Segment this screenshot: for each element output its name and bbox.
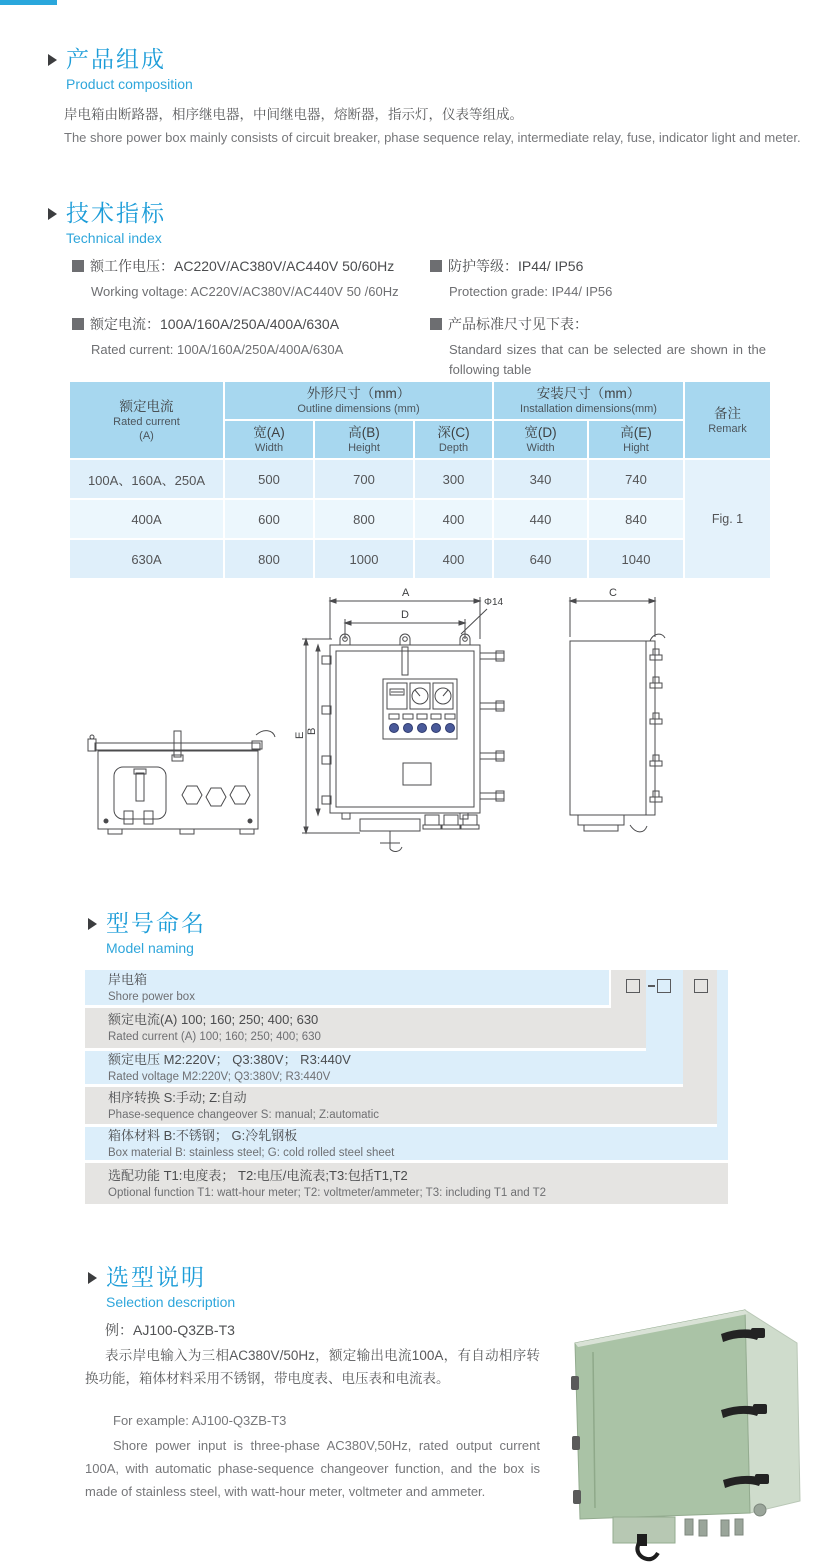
dim-label-c: C: [609, 587, 617, 599]
col-rated-current-header: [70, 382, 223, 458]
naming-row: [85, 1008, 646, 1048]
code-placeholder-box: [694, 979, 708, 993]
dimension-cell: 1000: [315, 540, 413, 578]
remark-label-cn: 备注: [714, 405, 741, 421]
rated-current-cell: 400A: [70, 500, 223, 538]
dimension-cell: 400: [415, 500, 492, 538]
spec-item: [430, 256, 766, 302]
naming-row: [85, 970, 609, 1005]
product-photo: [545, 1298, 828, 1564]
subcol-label-en: Width: [526, 442, 555, 454]
dim-label-b: B: [306, 727, 318, 735]
subcol-label-cn: 宽(D): [524, 425, 557, 440]
subcol-label-cn: 高(B): [348, 425, 380, 440]
subcol-label-en: Hight: [623, 442, 649, 454]
square-bullet-icon: [72, 260, 84, 272]
subcol-label-en: Height: [348, 442, 380, 454]
dimension-subcol-header: [315, 421, 413, 458]
model-naming-table: [85, 970, 728, 1206]
table-row: [70, 460, 770, 498]
naming-row-cn: 选配功能 T1:电度表； T2:电压/电流表;T3:包括T1,T2: [108, 1167, 408, 1183]
code-dash: [648, 985, 655, 987]
composition-title-en: Product composition: [66, 76, 193, 92]
dim-label-d: D: [401, 609, 409, 621]
rated-current-label-en: Rated current: [113, 415, 180, 428]
selection-title-en: Selection description: [106, 1294, 236, 1310]
selection-example-en: For example: AJ100-Q3ZB-T3: [113, 1413, 287, 1428]
square-bullet-icon: [430, 318, 442, 330]
selection-title-cn: 选型说明: [106, 1264, 206, 1290]
dimension-cell: 300: [415, 460, 492, 498]
dimension-cell: 1040: [589, 540, 683, 578]
spec-cn: 产品标准尺寸见下表：: [430, 314, 766, 334]
dimension-cell: 440: [494, 500, 587, 538]
spec-en: Rated current: 100A/160A/250A/400A/630A: [91, 342, 344, 357]
technical-title-cn: 技术指标: [66, 200, 166, 226]
selection-example-cn: 例：AJ100-Q3ZB-T3: [105, 1322, 235, 1338]
dimension-subcol-header: [225, 421, 313, 458]
outline-label-en: Outline dimensions (mm): [297, 403, 420, 415]
selection-body-cn: 表示岸电输入为三相AC380V/50Hz，额定输出电流100A，有自动相序转换功能，箱体材料采用不锈钢，带电度表、电压表和电流表。: [85, 1348, 540, 1386]
naming-row-cn: 箱体材料 B:不锈钢； G:冷轧钢板: [108, 1127, 298, 1143]
dimension-cell: 400: [415, 540, 492, 578]
dimension-subcol-header: [494, 421, 587, 458]
table-row: [70, 540, 770, 578]
naming-row: [85, 1127, 728, 1160]
code-placeholder-box: [626, 979, 640, 993]
code-placeholder-box: [657, 979, 671, 993]
dimensions-header-group-row: [70, 382, 770, 419]
dimension-subcol-header: [589, 421, 683, 458]
spec-en: Working voltage: AC220V/AC380V/AC440V 50 /60Hz: [91, 284, 399, 299]
technical-title-en: Technical index: [66, 230, 162, 246]
spec-cn: 额工作电压：AC220V/AC380V/AC440V 50/60Hz: [72, 256, 412, 276]
naming-row-en: Rated current (A) 100; 160; 250; 400; 630: [108, 1031, 321, 1043]
dimensions-table-wrap: [68, 380, 772, 580]
spec-en: Protection grade: IP44/ IP56: [449, 284, 613, 299]
naming-row-en: Shore power box: [108, 990, 195, 1003]
spec-item: [430, 314, 766, 380]
dimensions-table: [68, 380, 772, 580]
dimensions-table-body: [70, 460, 770, 578]
naming-row-cn: 额定电压 M2:220V； Q3:380V； R3:440V: [108, 1051, 351, 1067]
dimension-cell: 840: [589, 500, 683, 538]
technical-drawing: [60, 583, 770, 885]
dimension-cell: 600: [225, 500, 313, 538]
spec-en: Standard sizes that can be selected are shown in the following table: [449, 342, 766, 377]
subcol-label-cn: 高(E): [620, 425, 652, 440]
composition-heading: [48, 46, 193, 92]
square-bullet-icon: [430, 260, 442, 272]
spec-item: [72, 256, 412, 302]
dim-label-e: E: [294, 731, 306, 739]
remark-header: [685, 382, 770, 458]
specs-left: [72, 256, 412, 372]
section-arrow-icon: [48, 208, 57, 220]
subcol-label-cn: 宽(A): [253, 425, 285, 440]
installation-dimensions-header: [494, 382, 683, 419]
square-bullet-icon: [72, 318, 84, 330]
outline-dimensions-header: [225, 382, 492, 419]
model-naming-title-en: Model naming: [106, 940, 194, 956]
section-arrow-icon: [48, 54, 57, 66]
composition-body-en: The shore power box mainly consists of circuit breaker, phase sequence relay, intermediate relay, fuse, indicator light and meter.: [64, 130, 801, 145]
model-naming-title-cn: 型号命名: [106, 910, 206, 936]
section-arrow-icon: [88, 1272, 97, 1284]
rated-current-cell: 100A、160A、250A: [70, 460, 223, 498]
dimension-cell: 500: [225, 460, 313, 498]
outline-label-cn: 外形尺寸（mm）: [306, 386, 411, 401]
dimension-subcol-header: [415, 421, 492, 458]
selection-body-en: Shore power input is three-phase AC380V,50Hz, rated output current 100A, with automatic phase-sequence changeover function, and the box is made of stainless steel, with watt-hour meter, voltmeter and ammeter.: [85, 1438, 540, 1499]
naming-row-cn: 岸电箱: [108, 971, 148, 987]
specs-right: [430, 256, 766, 392]
rated-current-unit: (A): [139, 429, 154, 442]
spec-cn: 防护等级：IP44/ IP56: [430, 256, 766, 276]
naming-row: [85, 1163, 728, 1204]
dim-label-a: A: [402, 587, 410, 599]
naming-row: [85, 1087, 717, 1124]
naming-row-cn: 额定电流(A) 100; 160; 250; 400; 630: [108, 1012, 319, 1027]
naming-row-en: Rated voltage M2:220V; Q3:380V; R3:440V: [108, 1070, 331, 1083]
remark-label-en: Remark: [708, 422, 747, 435]
subcol-label-cn: 深(C): [437, 425, 470, 440]
selection-heading: [88, 1264, 235, 1310]
page-corner-mark: [0, 0, 57, 5]
section-arrow-icon: [88, 918, 97, 930]
install-label-en: Installation dimensions(mm): [520, 403, 657, 415]
rated-current-cell: 630A: [70, 540, 223, 578]
dimension-cell: 800: [225, 540, 313, 578]
dimension-cell: 640: [494, 540, 587, 578]
install-label-cn: 安装尺寸（mm）: [536, 386, 641, 401]
remark-cell: Fig. 1: [685, 460, 770, 578]
rated-current-label-cn: 额定电流: [119, 398, 174, 414]
subcol-label-en: Depth: [438, 442, 469, 454]
technical-heading: [48, 200, 166, 246]
naming-row-en: Phase-sequence changeover S: manual; Z:automatic: [108, 1108, 380, 1121]
naming-code-column: [717, 970, 728, 1160]
composition-body-cn: 岸电箱由断路器，相序继电器，中间继电器，熔断器，指示灯，仪表等组成。: [64, 107, 523, 122]
naming-code-column: [683, 970, 717, 1124]
composition-title-cn: 产品组成: [66, 46, 166, 72]
naming-row: [85, 1051, 683, 1084]
model-naming-heading: [88, 910, 206, 956]
spec-cn: 额定电流：100A/160A/250A/400A/630A: [72, 314, 412, 334]
dimension-cell: 800: [315, 500, 413, 538]
dimension-cell: 700: [315, 460, 413, 498]
naming-row-en: Optional function T1: watt-hour meter; T2: voltmeter/ammeter; T3: including T1 and T2: [108, 1186, 547, 1199]
table-row: [70, 500, 770, 538]
subcol-label-en: Width: [254, 442, 284, 454]
spec-item: [72, 314, 412, 360]
dimension-cell: 740: [589, 460, 683, 498]
dim-label-hole: Φ14: [484, 597, 504, 608]
naming-row-en: Box material B: stainless steel; G: cold rolled steel sheet: [108, 1146, 395, 1159]
dimension-cell: 340: [494, 460, 587, 498]
naming-row-cn: 相序转换 S:手动; Z:自动: [108, 1089, 247, 1105]
